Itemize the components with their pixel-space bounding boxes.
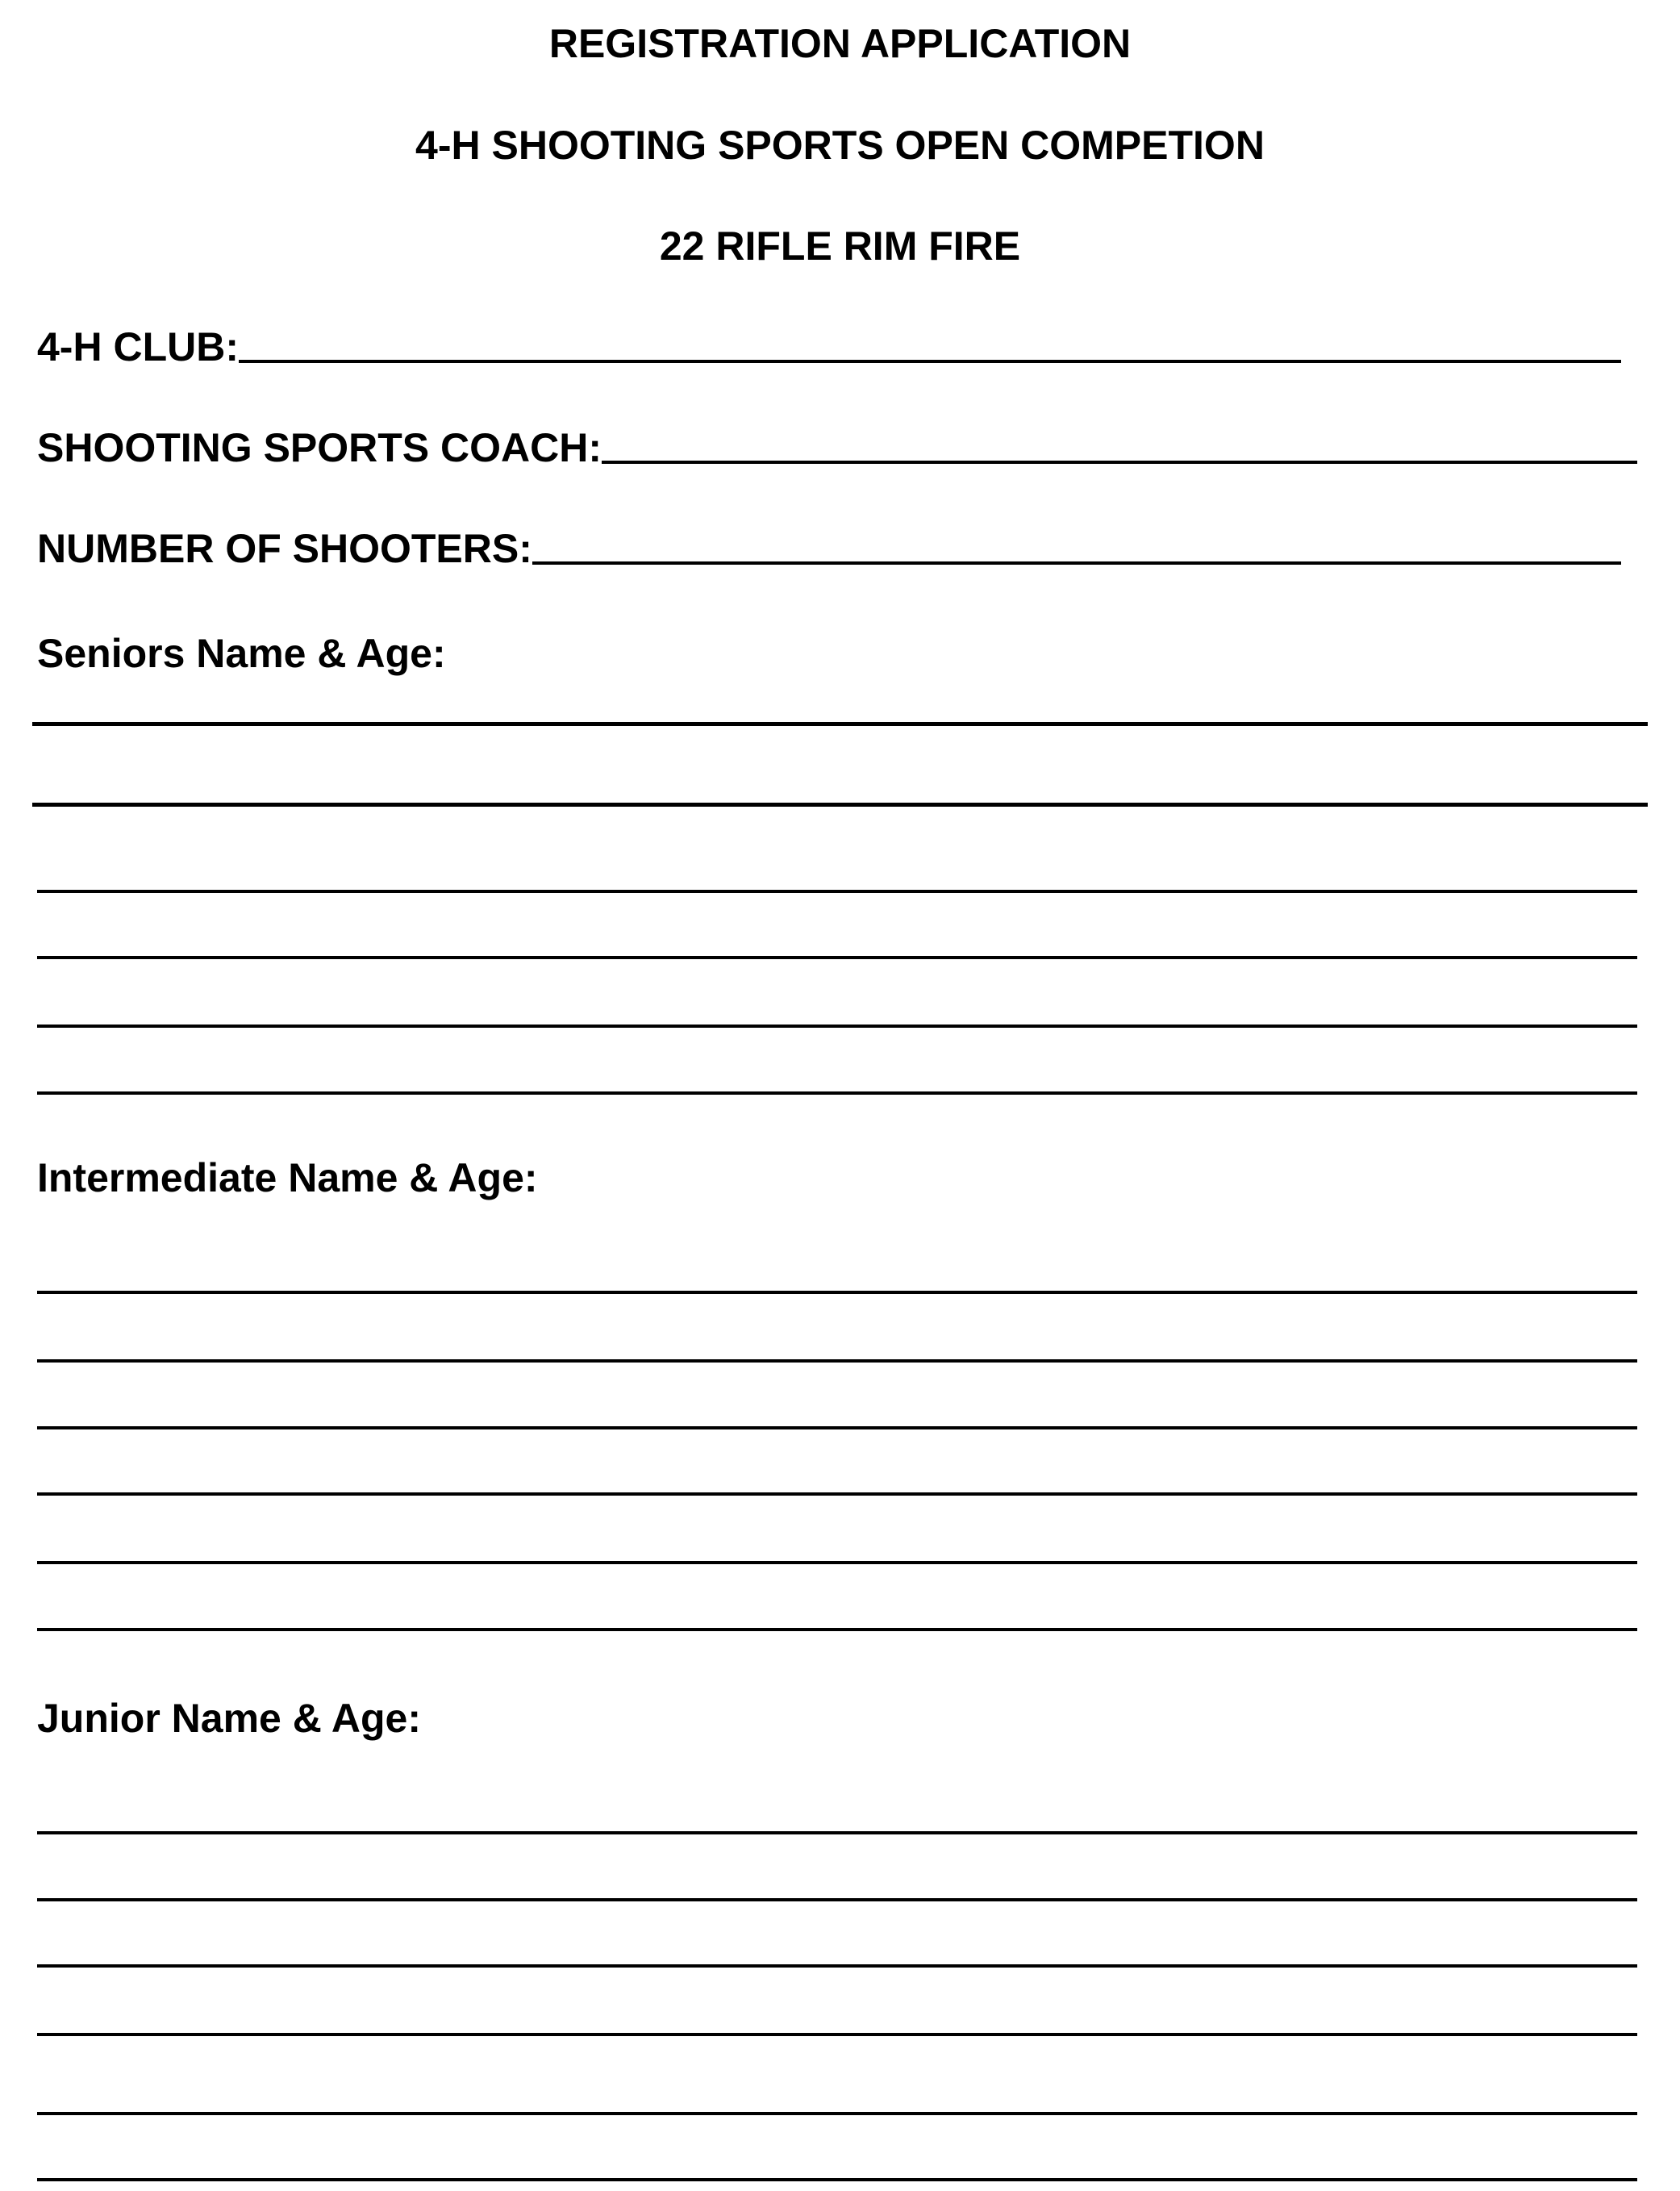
intermediate-write-line: [37, 1359, 1637, 1363]
seniors-write-line: [37, 956, 1637, 959]
junior-write-line: [37, 2178, 1637, 2181]
club-field: [37, 323, 1621, 371]
intermediate-write-line: [37, 1492, 1637, 1496]
seniors-write-line: [32, 722, 1648, 726]
intermediate-write-line: [37, 1291, 1637, 1294]
seniors-write-line: [37, 1025, 1637, 1028]
form-subtitle: 4-H SHOOTING SPORTS OPEN COMPETION: [415, 123, 1265, 168]
coach-blank-line: [602, 461, 1637, 464]
intermediate-write-line: [37, 1628, 1637, 1631]
event-title: 22 RIFLE RIM FIRE: [659, 223, 1021, 269]
shooters-label: NUMBER OF SHOOTERS:: [37, 526, 532, 571]
seniors-write-line: [32, 803, 1648, 807]
shooters-blank-line: [532, 561, 1621, 565]
junior-write-line: [37, 1898, 1637, 1901]
seniors-write-line: [37, 890, 1637, 893]
coach-label: SHOOTING SPORTS COACH:: [37, 425, 602, 470]
junior-write-line: [37, 2112, 1637, 2115]
seniors-write-line: [37, 1091, 1637, 1095]
club-blank-line: [239, 360, 1621, 363]
shooters-field: [37, 524, 1621, 573]
intermediate-write-line: [37, 1426, 1637, 1429]
junior-write-line: [37, 1831, 1637, 1834]
form-title: REGISTRATION APPLICATION: [548, 21, 1132, 66]
junior-write-line: [37, 1964, 1637, 1968]
club-label: 4-H CLUB:: [37, 324, 239, 369]
junior-section-label: Junior Name & Age:: [37, 1696, 422, 1741]
seniors-section-label: Seniors Name & Age:: [37, 631, 446, 676]
junior-write-line: [37, 2033, 1637, 2036]
intermediate-write-line: [37, 1561, 1637, 1564]
intermediate-section-label: Intermediate Name & Age:: [37, 1155, 538, 1200]
coach-field: [37, 424, 1637, 472]
